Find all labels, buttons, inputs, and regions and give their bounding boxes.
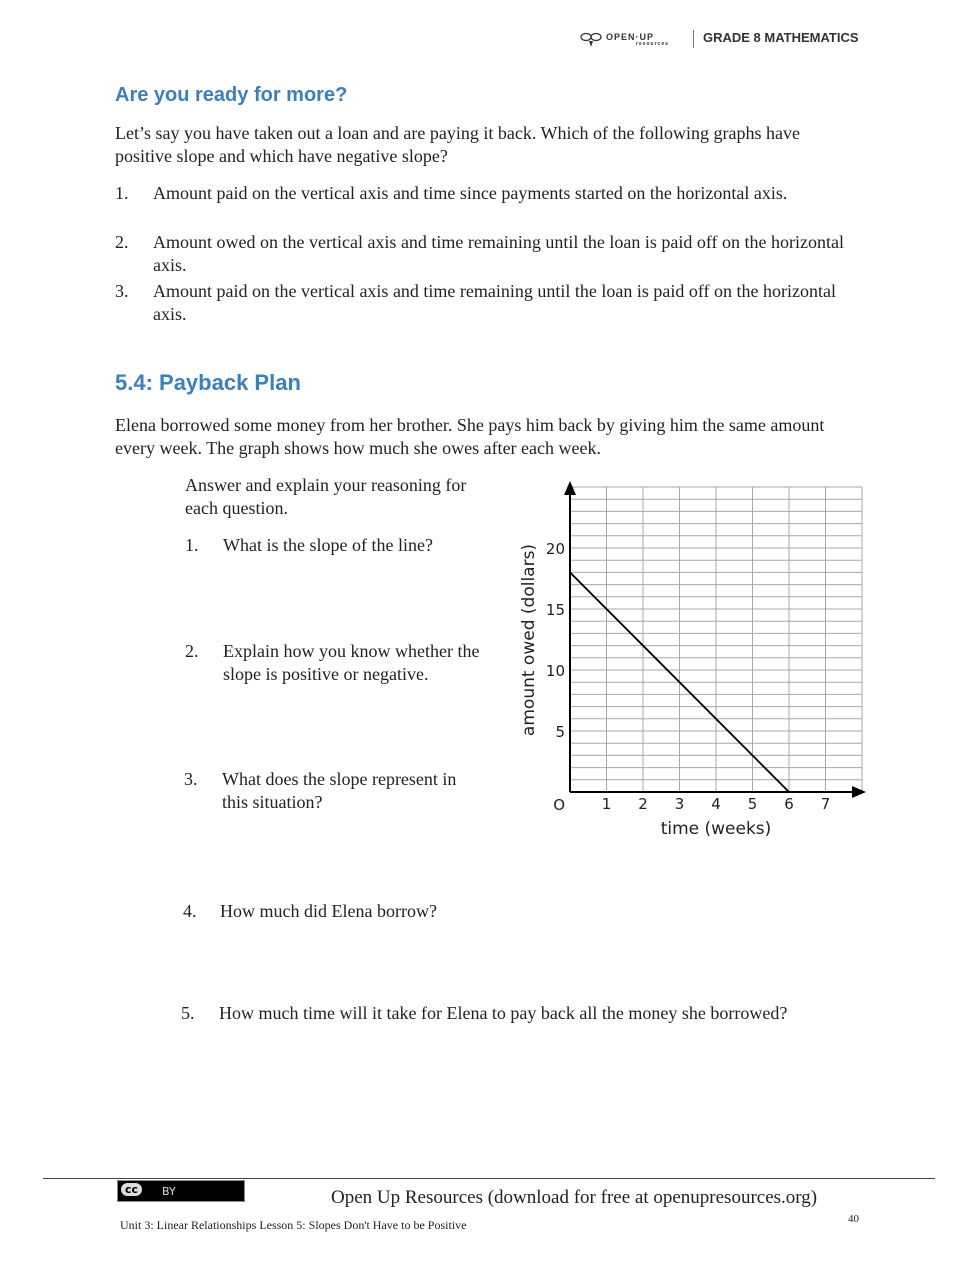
x-axis-arrow-icon (852, 786, 866, 798)
y-tick-label: 5 (555, 723, 565, 741)
list-item (115, 182, 855, 205)
question-text: Explain how you know whether the slope is positive or negative. (223, 641, 480, 684)
footer-rule (43, 1178, 935, 1179)
question-number: 2. (185, 641, 199, 661)
bee-icon (580, 30, 602, 50)
grid (570, 487, 862, 792)
question-number: 4. (183, 901, 197, 921)
item-number: 2. (115, 232, 129, 252)
y-axis-label: amount owed (dollars) (519, 543, 539, 737)
y-tick-label: 15 (545, 601, 565, 619)
question (183, 900, 583, 923)
activity-intro: Elena borrowed some money from her brother. She pays him back by giving him the same amount every week. The graph shows how much she owes after each week. (115, 415, 825, 458)
question (185, 534, 485, 557)
question-text: What does the slope represent in this situation? (222, 769, 457, 812)
header-divider (693, 30, 694, 48)
logo-text: OPEN·UP (606, 32, 655, 42)
x-axis-label: time (weeks) (660, 819, 772, 839)
x-tick-label: 5 (747, 795, 758, 813)
axes (564, 481, 866, 798)
x-tick-label: 7 (820, 795, 831, 813)
question (184, 768, 484, 814)
item-text: Amount paid on the vertical axis and time since payments started on the horizontal axis. (153, 183, 788, 203)
section-title: Are you ready for more? (115, 84, 348, 106)
tick-labels (546, 540, 830, 814)
payback-graph (510, 480, 870, 845)
item-text: Amount owed on the vertical axis and time remaining until the loan is paid off on the horizontal axis. (153, 232, 845, 275)
list-item (115, 280, 855, 326)
y-tick-label: 10 (545, 662, 565, 680)
logo-subtext: resources (636, 41, 669, 47)
question-text: How much time will it take for Elena to pay back all the money she borrowed? (219, 1003, 788, 1023)
x-tick-label: 6 (784, 795, 794, 813)
item-number: 1. (115, 183, 129, 203)
x-tick-label: 2 (638, 795, 648, 813)
activity-instruction: Answer and explain your reasoning for each question. (185, 475, 467, 518)
x-tick-label: 1 (601, 795, 612, 813)
question-number: 1. (185, 535, 199, 555)
y-axis-arrow-icon (564, 481, 576, 495)
x-tick-label: 4 (711, 795, 721, 813)
x-tick-label: 3 (674, 795, 685, 813)
footer-source: Open Up Resources (download for free at openupresources.org) (331, 1187, 818, 1208)
question-number: 5. (181, 1003, 195, 1023)
header-logo (580, 30, 680, 50)
page-number: 40 (848, 1213, 859, 1225)
item-number: 3. (115, 281, 129, 301)
course-title: GRADE 8 MATHEMATICS (703, 30, 859, 45)
license-text: BY (162, 1185, 176, 1198)
question-text: What is the slope of the line? (223, 535, 433, 555)
question-text: How much did Elena borrow? (220, 901, 437, 921)
question (181, 1002, 881, 1025)
list-item (115, 231, 855, 277)
cc-license-badge (117, 1180, 245, 1202)
question-number: 3. (184, 769, 198, 789)
y-tick-label: 20 (545, 540, 565, 558)
activity-title: 5.4: Payback Plan (115, 370, 301, 395)
origin-label: O (553, 796, 565, 814)
ready-intro: Let’s say you have taken out a loan and are paying it back. Which of the following graphs have positive slope and which have negative slope? (115, 123, 800, 166)
question (185, 640, 490, 686)
cc-icon: cc (121, 1183, 142, 1196)
footer-lesson: Unit 3: Linear Relationships Lesson 5: Slopes Don't Have to be Positive (120, 1218, 467, 1232)
item-text: Amount paid on the vertical axis and time remaining until the loan is paid off on the horizontal axis. (153, 281, 837, 324)
